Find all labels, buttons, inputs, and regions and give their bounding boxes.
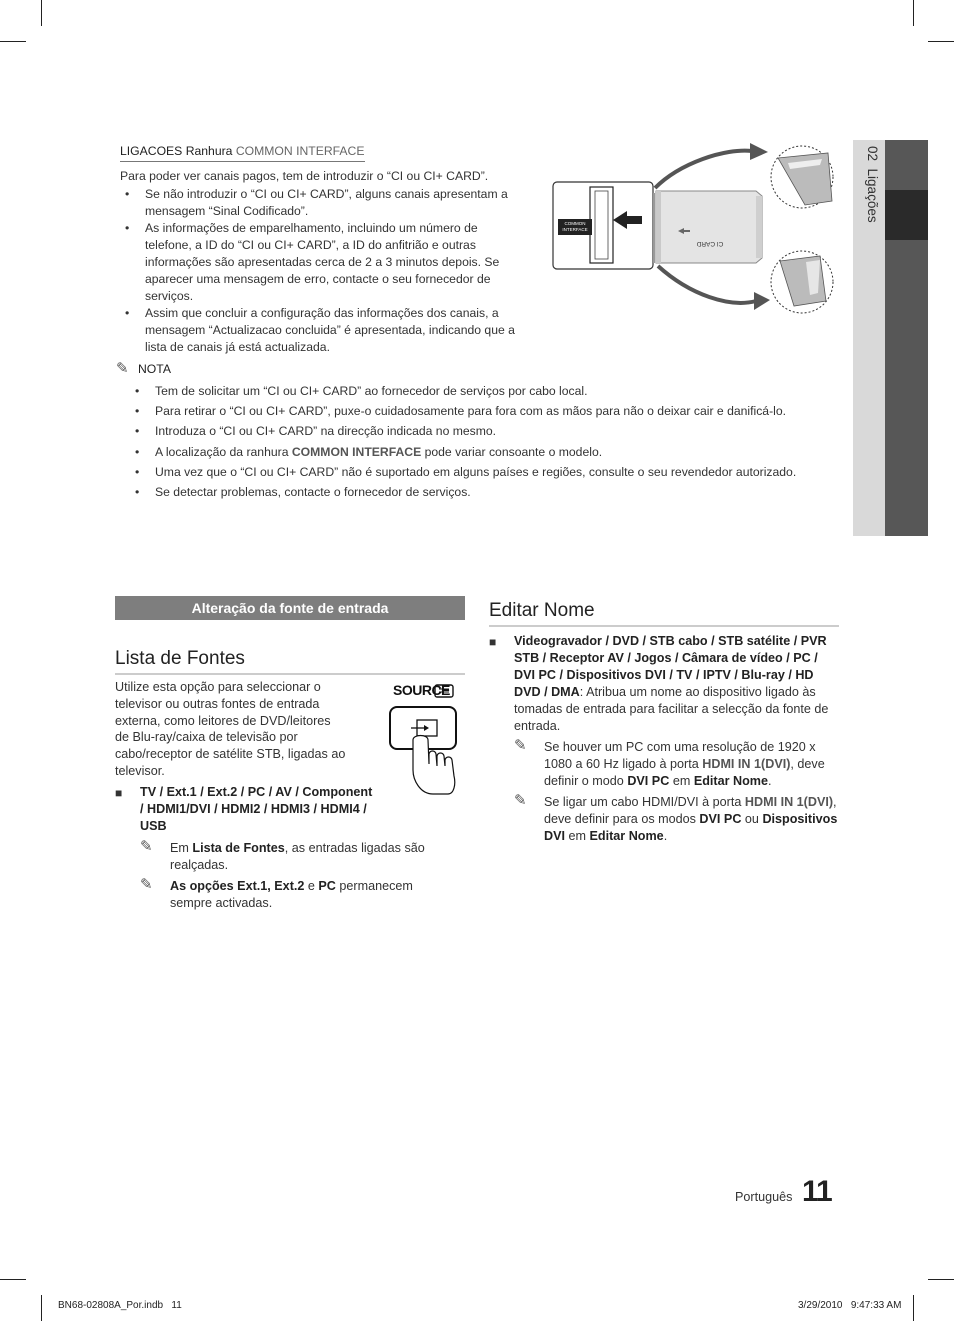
nota-heading: ✎ NOTA [116, 360, 171, 377]
note-icon: ✎ [140, 838, 153, 855]
source-label: SOURCE [393, 682, 450, 698]
ci-card-label: CI CARD [696, 240, 724, 247]
nota-item: • Uma vez que o “CI ou CI+ CARD” não é suportado em alguns países e regiões, consulte o seu revendedor autorizado. [130, 462, 830, 482]
ci-bullet: • As informações de emparelhamento, incluindo um número de telefone, a ID do “CI ou CI+ CARD”, a ID do anfitrião e outras informações são apresentadas cerca de 2 a 3 minutos depois. Se aparecer uma mensagem de erro, contacte o seu fornecedor de serviços. [120, 220, 520, 305]
interface-label: INTERFACE [562, 227, 588, 232]
note-icon: ✎ [140, 876, 153, 893]
footer-timestamp: 3/29/2010 9:47:33 AM [798, 1300, 902, 1311]
ci-card-figure [550, 143, 840, 318]
page-number: 11 [802, 1175, 832, 1208]
nota-item: • Introduza o “CI ou CI+ CARD” na direcção indicada no mesmo. [130, 421, 830, 441]
note-icon: ✎ [514, 792, 527, 809]
editar-note-1: ✎ Se houver um PC com uma resolução de 1920 x 1080 a 60 Hz ligado à porta HDMI IN 1(DVI), deve definir o modo DVI PC em Editar Nome. [514, 737, 825, 788]
nota-item: • Tem de solicitar um “CI ou CI+ CARD” ao fornecedor de serviços por cabo local. [130, 381, 830, 401]
editar-nome-title: Editar Nome [489, 600, 839, 627]
fontes-item: ■ TV / Ext.1 / Ext.2 / PC / AV / Component / HDMI1/DVI / HDMI2 / HDMI3 / HDMI4 / USB [115, 785, 373, 833]
side-tab-highlight [885, 190, 928, 240]
ci-bullets [120, 186, 520, 356]
ci-heading: LIGACOES Ranhura COMMON INTERFACE [120, 143, 365, 162]
editar-nome-item: ■ Videogravador / DVD / STB cabo / STB satélite / PVR STB / Receptor AV / Jogos / Câmara de vídeo / PC / DVI PC / Dispositivos DVI / TV / IPTV / Blu-ray / HD DVD / DMA: Atribua um nome ao dispositivo ligado às tomadas de entrada para facilitar a selecção da fonte de entrada. [489, 634, 829, 733]
ci-intro: Para poder ver canais pagos, tem de introduzir o “CI ou CI+ CARD”. [120, 169, 489, 183]
nota-item: • Se detectar problemas, contacte o fornecedor de serviços. [130, 482, 830, 502]
common-label: COMMON [564, 221, 586, 226]
footer-language: Português [735, 1190, 793, 1204]
nota-list [130, 381, 830, 502]
source-button-figure [388, 680, 463, 798]
fontes-note-1: ✎ Em Lista de Fontes, as entradas ligadas são realçadas. [140, 838, 425, 872]
section-bar: Alteração da fonte de entrada [115, 596, 465, 620]
fontes-note-2: ✎ As opções Ext.1, Ext.2 e PC permanecem sempre activadas. [140, 876, 413, 910]
note-icon: ✎ [116, 360, 129, 377]
lista-fontes-title: Lista de Fontes [115, 648, 465, 675]
nota-item: • A localização da ranhura COMMON INTERFACE pode variar consoante o modelo. [130, 442, 830, 462]
nota-item: • Para retirar o “CI ou CI+ CARD”, puxe-o cuidadosamente para fora com as mãos para não o deixar cair e danificá-lo. [130, 401, 830, 421]
lista-fontes-body: Utilize esta opção para seleccionar o televisor ou outras fontes de entrada externa, como leitores de DVD/leitores de Blu-ray/caixa de televisão por cabo/receptor de satélite STB, ligadas ao televisor. [115, 680, 346, 778]
editar-note-2: ✎ Se ligar um cabo HDMI/DVI à porta HDMI IN 1(DVI), deve definir para os modos DVI PC ou Dispositivos DVI em Editar Nome. [514, 792, 838, 843]
ci-bullet: • Se não introduzir o “CI ou CI+ CARD”, alguns canais apresentam a mensagem “Sinal Codificado”. [120, 186, 520, 220]
ci-bullet: • Assim que concluir a configuração das informações dos canais, a mensagem “Actualizacao concluida” é apresentada, indicando que a lista de canais já está actualizada. [120, 305, 520, 356]
side-tab-label: 02 Ligações [865, 146, 880, 223]
note-icon: ✎ [514, 737, 527, 754]
footer-file: BN68-02808A_Por.indb 11 [58, 1300, 182, 1311]
